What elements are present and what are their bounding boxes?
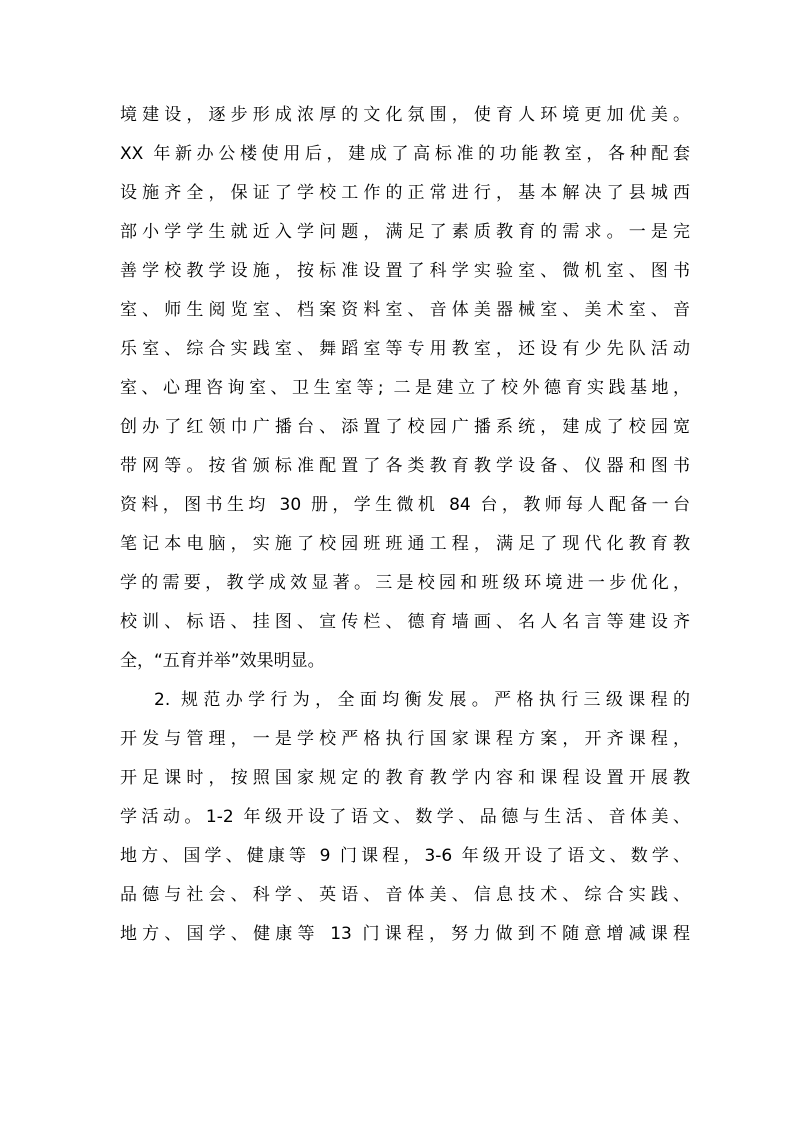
text-line: 2. 规范办学行为，全面均衡发展。严格执行三级课程的 <box>154 690 690 710</box>
body-text <box>120 96 690 954</box>
text-line: 室、师生阅览室、档案资料室、音体美器械室、美术室、音 <box>120 300 690 320</box>
text-line: 学活动。1-2 年级开设了语文、数学、品德与生活、音体美、 <box>120 807 690 827</box>
text-line: XX 年新办公楼使用后，建成了高标准的功能教室，各种配套 <box>120 144 690 164</box>
text-line: 创办了红领巾广播台、添置了校园广播系统，建成了校园宽 <box>120 417 690 437</box>
text-line: 地方、国学、健康等 9 门课程，3-6 年级开设了语文、数学、 <box>120 846 690 866</box>
text-line: 笔记本电脑，实施了校园班班通工程，满足了现代化教育教 <box>120 534 690 554</box>
text-line: 部小学学生就近入学问题，满足了素质教育的需求。一是完 <box>120 222 690 242</box>
text-line: 境建设，逐步形成浓厚的文化氛围，使育人环境更加优美。 <box>120 105 690 125</box>
paragraph-1 <box>120 96 690 681</box>
text-line: 善学校教学设施，按标准设置了科学实验室、微机室、图书 <box>120 261 690 281</box>
text-line: 乐室、综合实践室、舞蹈室等专用教室，还设有少先队活动 <box>120 339 690 359</box>
text-line: 地方、国学、健康等 13 门课程，努力做到不随意增减课程 <box>120 924 690 944</box>
text-line: 设施齐全，保证了学校工作的正常进行，基本解决了县城西 <box>120 183 690 203</box>
text-line: 开发与管理，一是学校严格执行国家课程方案，开齐课程， <box>120 729 690 749</box>
text-line: 开足课时，按照国家规定的教育教学内容和课程设置开展教 <box>120 768 690 788</box>
paragraph-2 <box>120 681 690 954</box>
text-line: 资料，图书生均 30 册，学生微机 84 台，教师每人配备一台 <box>120 495 690 515</box>
text-line: 学的需要，教学成效显著。三是校园和班级环境进一步优化， <box>120 573 690 593</box>
text-line: 带网等。按省颁标准配置了各类教育教学设备、仪器和图书 <box>120 456 690 476</box>
text-line: 全，“五育并举”效果明显。 <box>120 651 325 671</box>
text-line: 品德与社会、科学、英语、音体美、信息技术、综合实践、 <box>120 885 690 905</box>
text-line: 室、心理咨询室、卫生室等; 二是建立了校外德育实践基地， <box>120 378 690 398</box>
text-line: 校训、标语、挂图、宣传栏、德育墙画、名人名言等建设齐 <box>120 612 690 632</box>
